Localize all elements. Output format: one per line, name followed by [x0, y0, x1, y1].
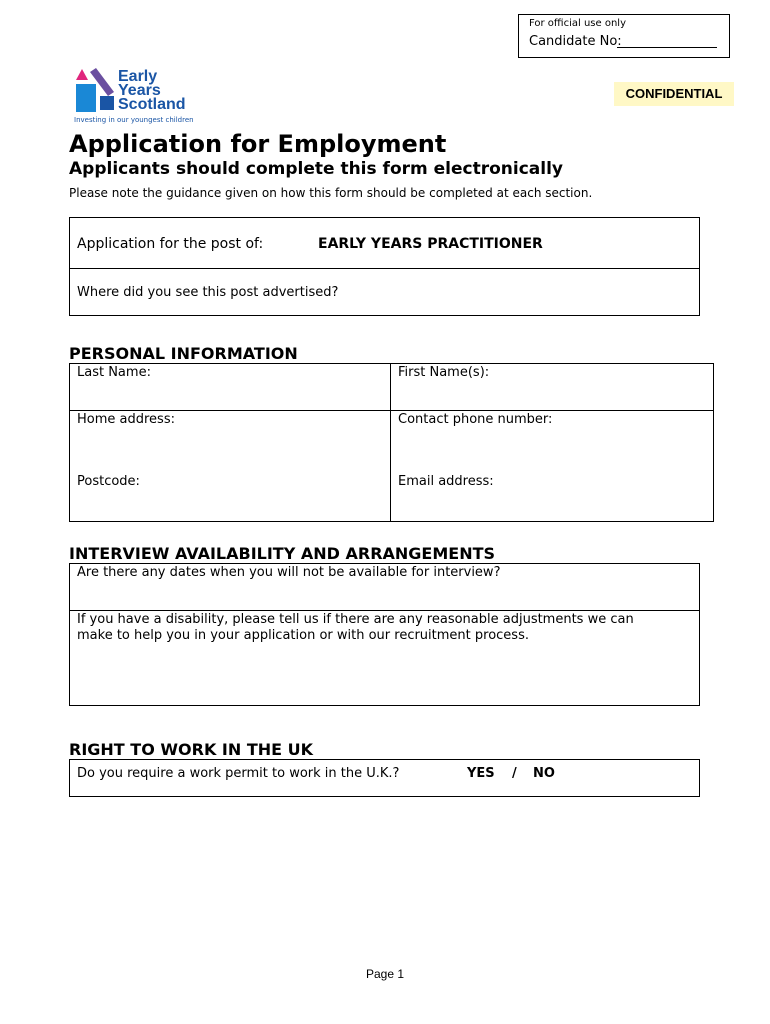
last-name-field[interactable] — [70, 382, 388, 408]
page-subtitle: Applicants should complete this form electronically — [69, 159, 564, 179]
candidate-no-field[interactable] — [617, 47, 717, 48]
personal-row-divider — [69, 410, 714, 411]
interview-dates-question: Are there any dates when you will not be available for interview? — [77, 565, 501, 580]
advertised-field[interactable] — [370, 276, 692, 310]
logo-word-scotland: Scotland — [118, 96, 186, 113]
interview-row-divider — [69, 610, 700, 611]
page-title: Application for Employment — [69, 130, 447, 158]
candidate-no-label: Candidate No: — [529, 34, 622, 49]
disability-question-line1: If you have a disability, please tell us if there are any reasonable adjustments we can — [77, 612, 634, 627]
disability-adjustments-field[interactable] — [70, 648, 699, 704]
advertised-label: Where did you see this post advertised? — [77, 285, 339, 300]
early-years-scotland-logo — [74, 66, 204, 128]
postcode-field[interactable] — [70, 492, 388, 520]
contact-phone-label: Contact phone number: — [398, 412, 553, 427]
work-permit-separator: / — [512, 766, 517, 781]
post-label: Application for the post of: — [77, 236, 264, 252]
postcode-label: Postcode: — [77, 474, 140, 489]
email-label: Email address: — [398, 474, 494, 489]
right-to-work-heading: RIGHT TO WORK IN THE UK — [69, 740, 314, 759]
logo-word-early: Early — [118, 68, 158, 85]
home-address-label: Home address: — [77, 412, 175, 427]
contact-phone-field[interactable] — [392, 430, 712, 470]
guidance-note: Please note the guidance given on how this form should be completed at each section. — [69, 186, 593, 200]
first-names-label: First Name(s): — [398, 365, 490, 380]
post-box-divider — [69, 268, 700, 269]
logo-blocks-icon — [74, 66, 118, 114]
confidential-badge: CONFIDENTIAL — [614, 82, 734, 106]
interview-dates-field[interactable] — [70, 582, 699, 608]
home-address-field[interactable] — [70, 430, 388, 470]
logo-word-years: Years — [118, 82, 161, 99]
official-use-box — [518, 14, 730, 58]
page-number: Page 1 — [365, 967, 405, 981]
personal-information-heading: PERSONAL INFORMATION — [69, 344, 298, 363]
work-permit-yes-option[interactable]: YES — [467, 766, 495, 781]
post-value[interactable]: EARLY YEARS PRACTITIONER — [318, 236, 543, 252]
email-field[interactable] — [392, 492, 712, 520]
interview-heading: INTERVIEW AVAILABILITY AND ARRANGEMENTS — [69, 544, 496, 563]
official-use-label: For official use only — [529, 18, 626, 29]
last-name-label: Last Name: — [77, 365, 151, 380]
disability-question-line2: make to help you in your application or with our recruitment process. — [77, 628, 529, 643]
personal-column-divider — [390, 363, 391, 522]
work-permit-no-option[interactable]: NO — [533, 766, 555, 781]
first-names-field[interactable] — [392, 382, 712, 408]
work-permit-question: Do you require a work permit to work in the U.K.? — [77, 766, 400, 781]
logo-tagline: Investing in our youngest children — [74, 116, 194, 124]
